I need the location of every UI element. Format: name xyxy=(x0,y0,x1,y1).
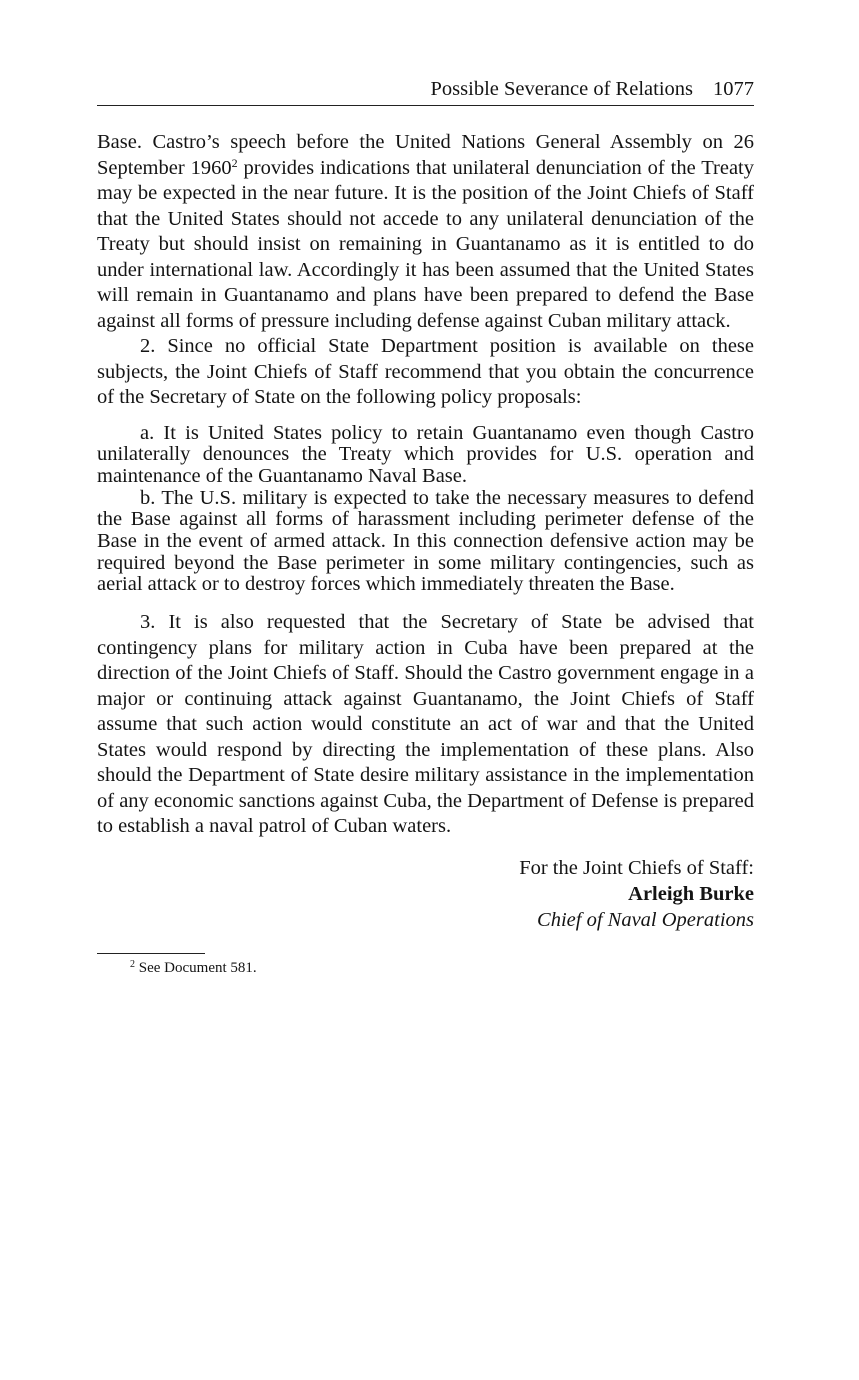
paragraph-1-part-a: Base. Castro’s speech before the United Nations General Assembly on 26 September 1960 xyxy=(97,131,754,179)
paragraph-2: 2. Since no official State Department position is available on these subjects, the Joint Chiefs of Staff recommend that you obtain the concurrence of the Secretary of State on the following policy proposals: xyxy=(97,335,754,408)
document-page xyxy=(97,76,754,978)
footnote-number: 2 xyxy=(130,958,135,970)
signature-line: For the Joint Chiefs of Staff: xyxy=(519,856,754,879)
paragraph-3: 3. It is also requested that the Secretary of State be advised that contingency plans for military action in Cuba have been prepared at the direction of the Joint Chiefs of Staff. Should the Castro government engage in a major or continuing attack against Guantanamo, the Joint Chiefs of Staff assume that such action would constitute an act of war and that the United States would respond by directing the implementation of these plans. Also should the Department of State desire military assistance in the implementation of any economic sanctions against Cuba, the Department of Defense is prepared to establish a naval patrol of Cuban waters. xyxy=(97,611,754,838)
footnote-text: See Document 581. xyxy=(135,959,257,976)
body-text xyxy=(97,130,754,411)
footnote xyxy=(97,958,754,978)
policy-proposals xyxy=(97,423,754,597)
signatory-title: Chief of Naval Operations xyxy=(537,908,754,931)
paragraph-1-part-b: provides indications that unilateral denunciation of the Treaty may be expected in the near future. It is the position of the Joint Chiefs of Staff that the United States should not accede to any unilateral denunciation of the Treaty but should insist on remaining in Guantanamo as it is entitled to do under international law. Accordingly it has been assumed that the United States will remain in Guantanamo and plans have been prepared to defend the Base against all forms of pressure including defense against Cuban military attack. xyxy=(97,156,755,332)
page-number: 1077 xyxy=(713,78,754,100)
running-title: Possible Severance of Relations xyxy=(430,78,693,100)
signature-block xyxy=(97,855,754,933)
paragraph-1 xyxy=(97,130,754,334)
signatory-name: Arleigh Burke xyxy=(628,882,754,905)
footnote-reference: 2 xyxy=(231,155,238,170)
running-header xyxy=(97,76,754,106)
body-text-continued xyxy=(97,610,754,840)
proposal-b: b. The U.S. military is expected to take the necessary measures to defend the Base against all forms of harassment including perimeter defense of the Base in the event of armed attack. In this connection defensive action may be required beyond the Base perimeter in some military contingencies, such as aerial attack or to destroy forces which immediately threaten the Base. xyxy=(97,486,754,596)
footnote-divider xyxy=(97,953,205,954)
proposal-a: a. It is United States policy to retain Guantanamo even though Castro unilaterally denounces the Treaty which provides for U.S. operation and maintenance of the Guantanamo Naval Base. xyxy=(97,421,754,487)
